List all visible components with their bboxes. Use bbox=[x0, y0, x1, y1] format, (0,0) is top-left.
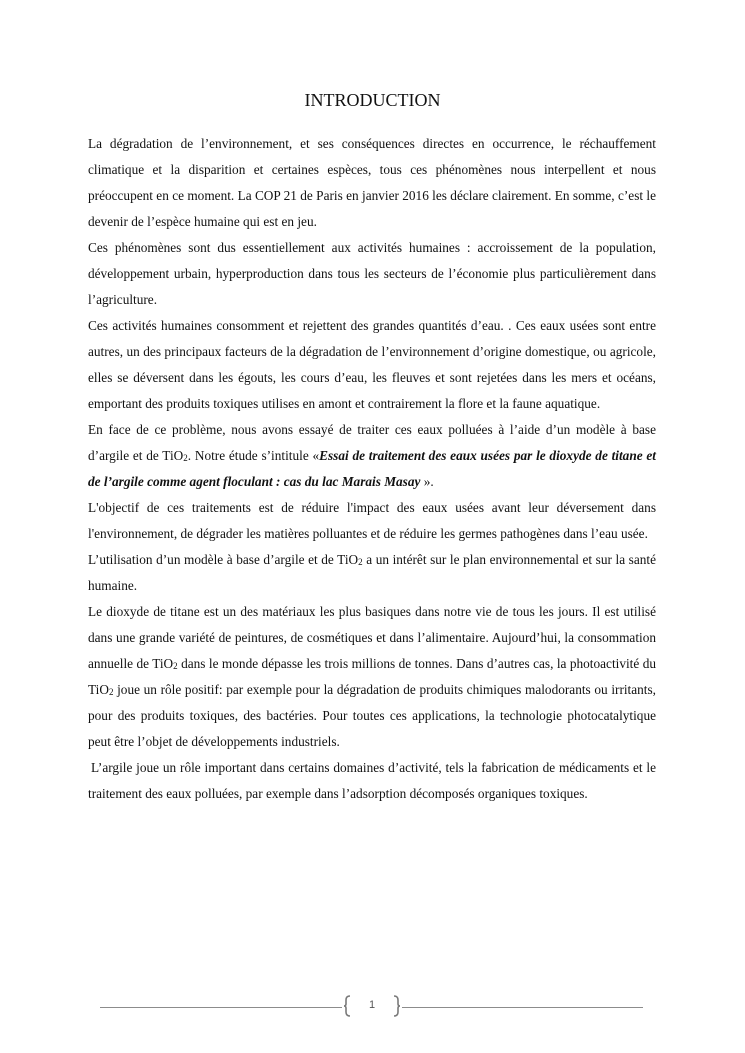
page-footer bbox=[0, 995, 745, 1021]
paragraph-6 bbox=[88, 547, 656, 599]
paragraph-3: Ces activités humaines consomment et rejettent des grandes quantités d’eau. . Ces eaux usées sont entre autres, un des principaux facteurs de la dégradation de l’environnement d’origine domestique, ou agricole, elles se déversent dans les égouts, les cours d’eau, les fleuves et sont rejetées dans les mers et océans, emportant des produits toxiques utilises en amont et contrairement la flore et la faune aquatique. bbox=[88, 318, 656, 411]
page-title: INTRODUCTION bbox=[304, 90, 441, 110]
paragraph-5: L'objectif de ces traitements est de réduire l'impact des eaux usées avant leur déversement dans l'environnement, de dégrader les matières polluantes et de réduire les germes pathogènes dans l’eau usée. bbox=[88, 500, 656, 541]
paragraph-6-subscript: 2 bbox=[358, 557, 363, 567]
paragraph-7-subscript-2: 2 bbox=[108, 687, 114, 697]
paragraph-2: Ces phénomènes sont dus essentiellement aux activités humaines : accroissement de la population, développement urbain, hyperproduction dans tous les secteurs de l’économie plus particulièrement dans l’agriculture. bbox=[88, 240, 656, 307]
paragraph-7-subscript-1: 2 bbox=[173, 661, 178, 671]
footer-rule-left bbox=[100, 1007, 342, 1008]
paragraph-7-text-a: Le dioxyde de titane est un des matériaux les plus basiques dans notre vie de tous les jours. Il est utilisé dans une grande variété de peintures, de cosmétiques et dans l’alimentaire. Aujourd’hui, la consommation annuelle de TiO bbox=[88, 604, 656, 671]
study-title: Essai de traitement des eaux usées par le dioxyde de titane et de l’argile comme agent floculant : cas du lac Marais Masay bbox=[88, 448, 656, 489]
document-body bbox=[88, 131, 656, 807]
paragraph-7 bbox=[88, 599, 656, 755]
right-bracket-icon bbox=[393, 995, 401, 1017]
page-number: 1 bbox=[368, 999, 376, 1011]
paragraph-7-text-b: dans le monde dépasse les trois millions de tonnes. Dans d’autres cas, la photoactivité du TiO bbox=[88, 656, 657, 697]
paragraph-4-subscript: 2 bbox=[183, 453, 188, 463]
paragraph-4-text-c: ». bbox=[420, 474, 434, 489]
paragraph-7-text-c: joue un rôle positif: par exemple pour la dégradation de produits chimiques malodorants ou irritants, pour des produits toxiques, des bactéries. Pour toutes ces applications, la technologie photocatalytique peut être l’objet de développements industriels. bbox=[88, 682, 656, 749]
paragraph-4 bbox=[88, 417, 656, 495]
footer-rule-right bbox=[402, 1007, 643, 1008]
paragraph-4-text-a: En face de ce problème, nous avons essayé de traiter ces eaux polluées à l’aide d’un modèle à base d’argile et de TiO bbox=[88, 422, 656, 463]
paragraph-6-text-b: a un intérêt sur le plan environnemental et sur la santé humaine. bbox=[88, 552, 656, 593]
paragraph-4-text-b: . Notre étude s’intitule « bbox=[187, 448, 320, 463]
paragraph-1: La dégradation de l’environnement, et ses conséquences directes en occurrence, le réchauffement climatique et la disparition et certaines espèces, tous ces phénomènes nous interpellent et nous préoccupent en ce moment. La COP 21 de Paris en janvier 2016 les déclare clairement. En somme, c’est le devenir de l’espèce humaine qui est en jeu. bbox=[88, 136, 656, 229]
left-bracket-icon bbox=[343, 995, 351, 1017]
paragraph-8: L’argile joue un rôle important dans certains domaines d’activité, tels la fabrication de médicaments et le traitement des eaux polluées, par exemple dans l’adsorption décomposés organiques toxiques. bbox=[88, 760, 656, 801]
paragraph-6-text-a: L’utilisation d’un modèle à base d’argile et de TiO bbox=[88, 552, 359, 567]
